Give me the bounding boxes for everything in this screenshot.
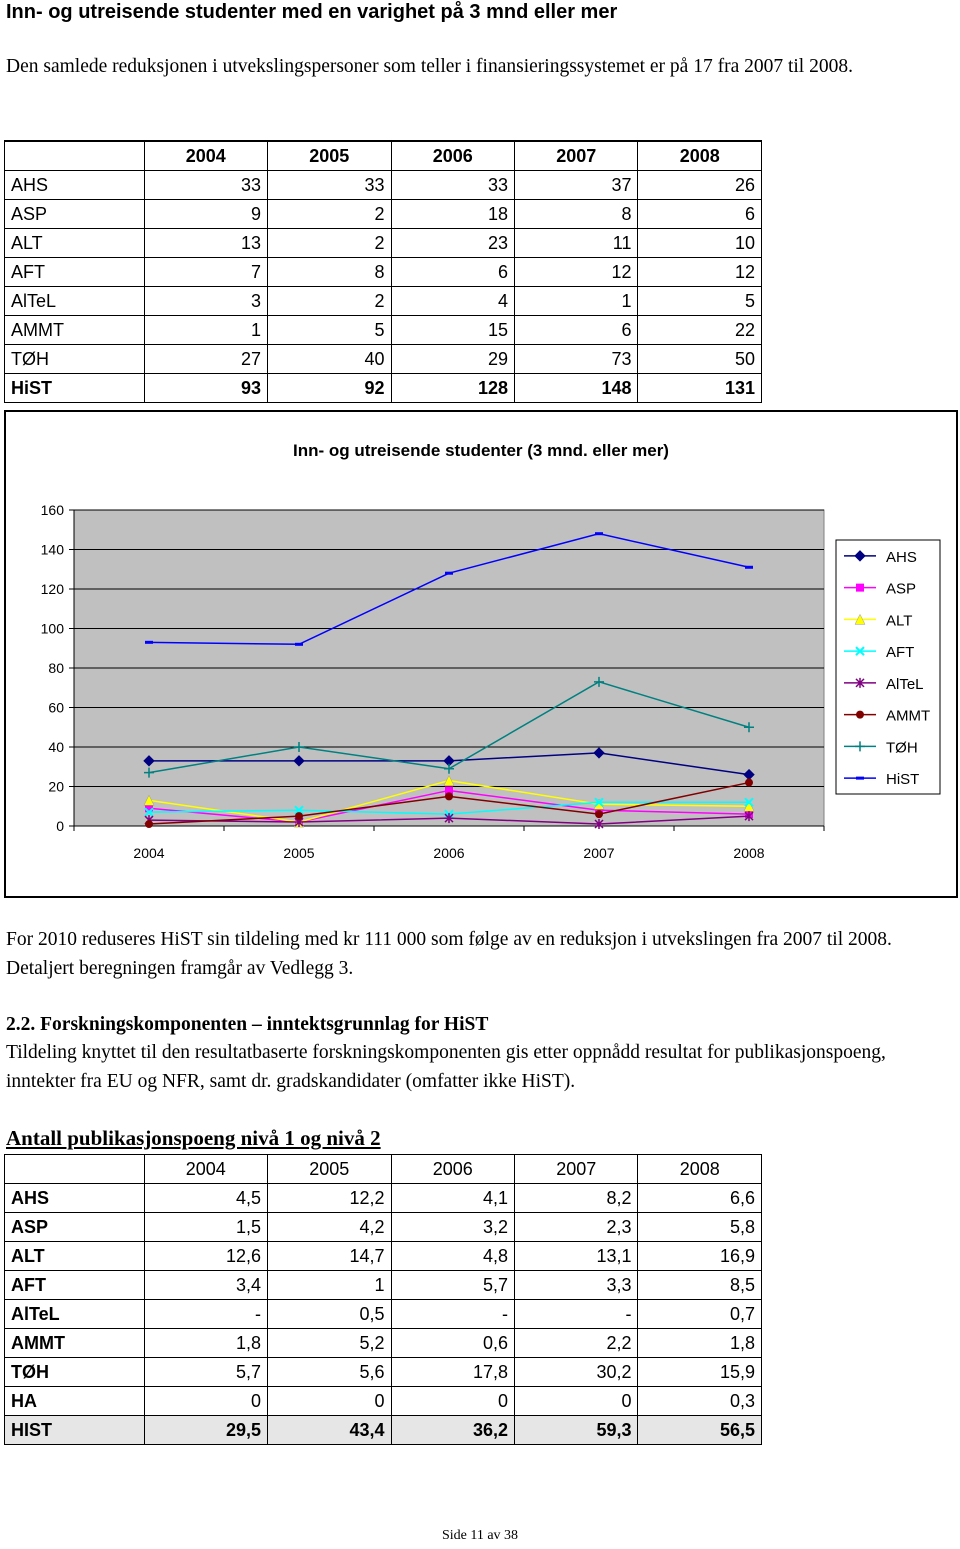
legend-label-asp: ASP	[886, 580, 917, 598]
table-cell: 2	[268, 229, 391, 258]
row-label: HIST	[5, 1416, 145, 1445]
table-cell: 1	[144, 316, 267, 345]
table2-year-header: 2006	[391, 1155, 514, 1184]
table2-header-row	[5, 1155, 762, 1184]
table-cell: 2,3	[515, 1213, 638, 1242]
table-cell: 1	[268, 1271, 391, 1300]
chart-title: Inn- og utreisende studenter (3 mnd. eller mer)	[293, 441, 669, 460]
y-tick-label: 80	[48, 660, 64, 676]
table-cell: 9	[144, 200, 267, 229]
table-cell: 93	[144, 374, 267, 403]
table-cell: 13,1	[515, 1242, 638, 1271]
table-row	[5, 171, 762, 200]
table-row	[5, 1387, 762, 1416]
table-row	[5, 1416, 762, 1445]
legend-label-ammt: AMMT	[886, 707, 931, 725]
publication-points-heading: Antall publikasjonspoeng nivå 1 og nivå 2	[6, 1126, 381, 1150]
table-cell: 23	[391, 229, 514, 258]
table-row	[5, 258, 762, 287]
y-tick-label: 120	[40, 581, 64, 597]
row-label: AMMT	[5, 1329, 145, 1358]
table-cell: 2	[268, 287, 391, 316]
table-cell: 56,5	[638, 1416, 762, 1445]
table1-header-row	[5, 141, 762, 171]
table-cell: 13	[144, 229, 267, 258]
row-label: AHS	[5, 1184, 145, 1213]
exchange-students-chart	[4, 410, 958, 898]
row-label: ASP	[5, 200, 145, 229]
table-cell: 8	[515, 200, 638, 229]
table-cell: 92	[268, 374, 391, 403]
table-cell: 6	[515, 316, 638, 345]
table-cell: 30,2	[515, 1358, 638, 1387]
table-cell: 18	[391, 200, 514, 229]
table-cell: 40	[268, 345, 391, 374]
x-tick-label: 2005	[283, 845, 315, 861]
row-label: ASP	[5, 1213, 145, 1242]
table-cell: 0	[515, 1387, 638, 1416]
table-cell: 12,2	[268, 1184, 391, 1213]
table-row	[5, 200, 762, 229]
legend-label-hist: HiST	[886, 771, 920, 789]
table-cell: 3,3	[515, 1271, 638, 1300]
table-cell: 29,5	[144, 1416, 267, 1445]
table-cell: 3,2	[391, 1213, 514, 1242]
table1-year-header: 2006	[391, 141, 514, 171]
table-cell: 4,2	[268, 1213, 391, 1242]
table-row	[5, 229, 762, 258]
table-cell: 5,2	[268, 1329, 391, 1358]
data-point-hist	[595, 532, 603, 535]
data-point-hist	[445, 572, 453, 575]
table-cell: 29	[391, 345, 514, 374]
table-cell: 22	[638, 316, 762, 345]
table-cell: 10	[638, 229, 762, 258]
exchange-students-table	[4, 140, 762, 403]
table-cell: -	[391, 1300, 514, 1329]
row-label: AFT	[5, 1271, 145, 1300]
table-cell: 5,7	[391, 1271, 514, 1300]
table-cell: 6	[391, 258, 514, 287]
row-label: ALT	[5, 229, 145, 258]
table1-year-header: 2004	[144, 141, 267, 171]
table-cell: 12,6	[144, 1242, 267, 1271]
table-cell: 8,2	[515, 1184, 638, 1213]
data-point-ammt	[145, 820, 153, 828]
legend-label-altel: AlTeL	[886, 675, 924, 693]
table-cell: 1,8	[144, 1329, 267, 1358]
table1-corner-cell	[5, 141, 145, 171]
table-cell: 8,5	[638, 1271, 762, 1300]
legend-label-alt: ALT	[886, 612, 913, 630]
table-row	[5, 1358, 762, 1387]
table2-corner-cell	[5, 1155, 145, 1184]
table-cell: 37	[515, 171, 638, 200]
data-point-ammt	[595, 810, 603, 818]
data-point-ammt	[295, 812, 303, 820]
table-row	[5, 1184, 762, 1213]
table-cell: 3,4	[144, 1271, 267, 1300]
line-chart	[6, 412, 956, 896]
table-cell: 8	[268, 258, 391, 287]
table-cell: 1,8	[638, 1329, 762, 1358]
table-cell: 5	[638, 287, 762, 316]
table-cell: 27	[144, 345, 267, 374]
y-tick-label: 20	[48, 778, 64, 795]
table-cell: 4,8	[391, 1242, 514, 1271]
table-cell: 1	[515, 287, 638, 316]
row-label: HA	[5, 1387, 145, 1416]
table-cell: 6	[638, 200, 762, 229]
data-point-ammt	[745, 779, 753, 787]
table2-year-header: 2007	[515, 1155, 638, 1184]
row-label: AFT	[5, 258, 145, 287]
table-row	[5, 316, 762, 345]
table-cell: 36,2	[391, 1416, 514, 1445]
section-2-2-text: Tildeling knyttet til den resultatbaserte forskningskomponenten gis etter oppnådd resultat for publikasjonspoeng, inntekter fra EU og NFR, samt dr. gradskandidater (omfatter ikke HiST).	[6, 1042, 886, 1092]
table-cell: 0,5	[268, 1300, 391, 1329]
section-2-2-title: 2.2. Forskningskomponenten – inntektsgrunnlag for HiST	[6, 1014, 489, 1035]
table-cell: 0	[391, 1387, 514, 1416]
y-tick-label: 140	[40, 541, 64, 558]
y-tick-label: 100	[40, 620, 64, 637]
table-cell: 0,7	[638, 1300, 762, 1329]
legend-marker-asp	[856, 584, 864, 592]
reduction-paragraph: For 2010 reduseres HiST sin tildeling med kr 111 000 som følge av en reduksjon i utvekslingen fra 2007 til 2008. Detaljert beregningen framgår av Vedlegg 3.	[6, 929, 892, 979]
table-cell: 11	[515, 229, 638, 258]
table-row	[5, 345, 762, 374]
table-cell: 26	[638, 171, 762, 200]
table-cell: 148	[515, 374, 638, 403]
row-label: HiST	[5, 374, 145, 403]
page-number: Side 11 av 38	[441, 1528, 519, 1543]
table-cell: 3	[144, 287, 267, 316]
table-cell: 0,3	[638, 1387, 762, 1416]
table-row	[5, 374, 762, 403]
table-cell: 128	[391, 374, 514, 403]
legend-marker-ammt	[856, 711, 864, 719]
table-row	[5, 1329, 762, 1358]
table-row	[5, 1271, 762, 1300]
y-tick-label: 40	[48, 739, 64, 755]
row-label: AHS	[5, 171, 145, 200]
data-point-ammt	[445, 792, 453, 800]
table-cell: 16,9	[638, 1242, 762, 1271]
table-row	[5, 1300, 762, 1329]
row-label: AlTeL	[5, 1300, 145, 1329]
data-point-hist	[145, 641, 153, 644]
table-cell: -	[515, 1300, 638, 1329]
table-cell: 5	[268, 316, 391, 345]
table-cell: 4,5	[144, 1184, 267, 1213]
table-cell: 12	[638, 258, 762, 287]
table1-year-header: 2005	[268, 141, 391, 171]
table-cell: 15,9	[638, 1358, 762, 1387]
table-cell: 0	[144, 1387, 267, 1416]
x-tick-label: 2004	[133, 845, 165, 861]
data-point-hist	[295, 643, 303, 646]
table-cell: 5,8	[638, 1213, 762, 1242]
legend-label-aft: AFT	[886, 644, 915, 662]
table-cell: 15	[391, 316, 514, 345]
table-cell: 14,7	[268, 1242, 391, 1271]
table2-year-header: 2005	[268, 1155, 391, 1184]
table1-year-header: 2007	[515, 141, 638, 171]
table-cell: 17,8	[391, 1358, 514, 1387]
row-label: TØH	[5, 1358, 145, 1387]
y-tick-label: 60	[48, 699, 64, 716]
publication-points-table	[4, 1154, 762, 1445]
table-cell: 33	[268, 171, 391, 200]
table-cell: 43,4	[268, 1416, 391, 1445]
table-cell: 12	[515, 258, 638, 287]
table-cell: 2	[268, 200, 391, 229]
table-cell: 5,7	[144, 1358, 267, 1387]
table-cell: 5,6	[268, 1358, 391, 1387]
table-cell: 73	[515, 345, 638, 374]
table-cell: 33	[144, 171, 267, 200]
table-cell: 131	[638, 374, 762, 403]
legend-marker-hist	[856, 777, 864, 780]
table-cell: 7	[144, 258, 267, 287]
table-row	[5, 1213, 762, 1242]
table-cell: 50	[638, 345, 762, 374]
table-row	[5, 1242, 762, 1271]
intro-paragraph: Den samlede reduksjonen i utvekslingspersoner som teller i finansieringssystemet er på 17 fra 2007 til 2008.	[6, 56, 853, 77]
table-cell: 4,1	[391, 1184, 514, 1213]
table1-year-header: 2008	[638, 141, 762, 171]
y-tick-label: 0	[56, 818, 64, 834]
table-cell: 2,2	[515, 1329, 638, 1358]
data-point-hist	[745, 566, 753, 569]
table-cell: 0	[268, 1387, 391, 1416]
table-cell: 0,6	[391, 1329, 514, 1358]
table-cell: 6,6	[638, 1184, 762, 1213]
table-cell: 1,5	[144, 1213, 267, 1242]
x-tick-label: 2008	[733, 845, 765, 861]
table-cell: 33	[391, 171, 514, 200]
table-row	[5, 287, 762, 316]
row-label: AMMT	[5, 316, 145, 345]
table-cell: 4	[391, 287, 514, 316]
x-tick-label: 2007	[583, 845, 615, 861]
section-heading: Inn- og utreisende studenter med en varighet på 3 mnd eller mer	[6, 1, 618, 23]
y-tick-label: 160	[40, 502, 64, 518]
legend-label-ahs: AHS	[886, 548, 917, 566]
table-cell: -	[144, 1300, 267, 1329]
row-label: ALT	[5, 1242, 145, 1271]
table2-year-header: 2004	[144, 1155, 267, 1184]
legend-label-th: TØH	[886, 739, 918, 757]
row-label: AlTeL	[5, 287, 145, 316]
row-label: TØH	[5, 345, 145, 374]
table-cell: 59,3	[515, 1416, 638, 1445]
x-tick-label: 2006	[433, 845, 465, 861]
table2-year-header: 2008	[638, 1155, 762, 1184]
